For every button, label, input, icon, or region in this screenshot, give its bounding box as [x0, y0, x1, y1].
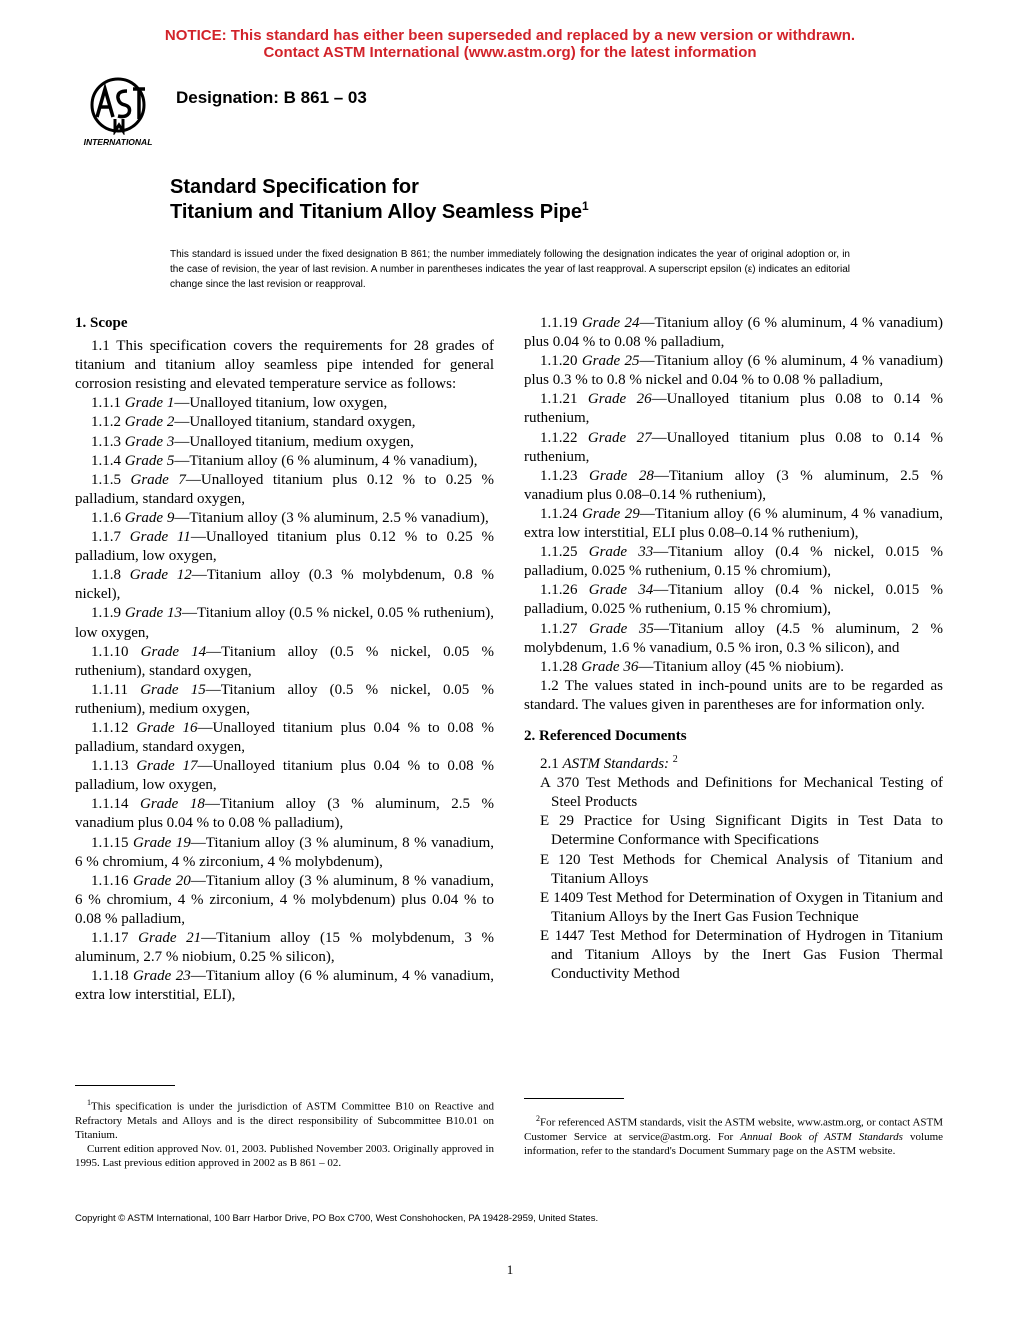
scope-1-1: 1.1 This specification covers the requirements for 28 grades of titanium and titanium alloy seamless pipe intended for general corrosion resisting and elevated temperature service as follows: — [75, 338, 494, 393]
grade-item: 1.1.26 Grade 34—Titanium alloy (0.4 % nickel, 0.015 % palladium, 0.025 % ruthenium, 0.15 % chromium), — [524, 582, 944, 618]
refdocs-heading: 2. Referenced Documents — [524, 727, 687, 744]
page-title — [170, 175, 589, 227]
notice-line-2: Contact ASTM International (www.astm.org) for the latest information — [263, 44, 757, 61]
grade-item: 1.1.17 Grade 21—Titanium alloy (15 % molybdenum, 3 % aluminum, 2.7 % niobium, 0.25 % silicon), — [75, 930, 495, 966]
intro-paragraph: This standard is issued under the fixed designation B 861; the number immediately following the designation indicates the year of original adoption or, in the case of revision, the year of last revision. A number in parentheses indicates the year of last reapproval. A superscript epsilon (ε) indicates an editorial change since the last revision or reapproval. — [170, 249, 850, 290]
title-line-2: Titanium and Titanium Alloy Seamless Pipe$^1$ — [170, 199, 589, 223]
grade-item: 1.1.10 Grade 14—Titanium alloy (0.5 % nickel, 0.05 % ruthenium), standard oxygen, — [75, 643, 495, 679]
grade-item: 1.1.25 Grade 33—Titanium alloy (0.4 % nickel, 0.015 % palladium, 0.025 % ruthenium, 0.15 % chromium), — [524, 544, 944, 580]
refdoc-item: E 29 Practice for Using Significant Digits in Test Data to Determine Conformance with Specifications — [540, 813, 943, 849]
scope-heading: 1. Scope — [75, 315, 128, 331]
grade-item: 1.1.16 Grade 20—Titanium alloy (3 % aluminum, 8 % vanadium, 6 % chromium, 4 % zirconium, 4 % molybdenum) plus 0.04 % to 0.08 % palladium, — [75, 872, 495, 927]
refdoc-item: A 370 Test Methods and Definitions for Mechanical Testing of Steel Products — [540, 775, 943, 811]
grade-item: 1.1.21 Grade 26—Unalloyed titanium plus 0.08 to 0.14 % ruthenium, — [524, 391, 944, 427]
grade-item: 1.1.4 Grade 5—Titanium alloy (6 % aluminum, 4 % vanadium), — [91, 452, 478, 469]
grades-left-list — [75, 394, 494, 1005]
logo-text: INTERNATIONAL — [83, 137, 153, 147]
refdoc-item: E 1409 Test Method for Determination of Oxygen in Titanium and Titanium Alloys by the Inert Gas Fusion Technique — [540, 889, 943, 925]
grade-item: 1.1.9 Grade 13—Titanium alloy (0.5 % nickel, 0.05 % ruthenium), low oxygen, — [75, 605, 494, 641]
grade-item: 1.1.15 Grade 19—Titanium alloy (3 % aluminum, 8 % vanadium, 6 % chromium, 4 % zirconium, 4 % molybdenum), — [75, 834, 495, 870]
refdoc-item: E 120 Test Methods for Chemical Analysis of Titanium and Titanium Alloys — [540, 851, 943, 887]
grade-item: 1.1.12 Grade 16—Unalloyed titanium plus 0.04 % to 0.08 % palladium, standard oxygen, — [75, 719, 495, 756]
footnote-rule-left — [75, 1085, 175, 1086]
grade-item: 1.1.5 Grade 7—Unalloyed titanium plus 0.12 % to 0.25 % palladium, standard oxygen, — [75, 471, 495, 507]
notice-line-1: NOTICE: This standard has either been superseded and replaced by a new version or withdrawn. — [164, 27, 856, 44]
grade-item: 1.1.2 Grade 2—Unalloyed titanium, standard oxygen, — [91, 414, 416, 431]
astm-logo — [75, 75, 161, 150]
left-column — [75, 314, 494, 1005]
footnote-rule-right — [524, 1098, 624, 1099]
copyright: Copyright © ASTM International, 100 Barr Harbor Drive, PO Box C700, West Conshohocken, PA 19428-2959, United States. — [75, 1213, 599, 1224]
grade-item: 1.1.28 Grade 36—Titanium alloy (45 % niobium). — [540, 658, 845, 675]
withdrawal-notice — [0, 27, 1020, 61]
right-column — [524, 314, 943, 984]
grade-item: 1.1.11 Grade 15—Titanium alloy (0.5 % nickel, 0.05 % ruthenium), medium oxygen, — [75, 681, 494, 717]
refdocs-list — [524, 774, 943, 984]
refdocs-2-1: 2.1 ASTM Standards: $^2$ — [540, 754, 678, 773]
refdoc-item: E 1447 Test Method for Determination of Hydrogen in Titanium and Titanium Alloys by the Inert Gas Fusion Thermal Conductivity Method — [540, 927, 943, 983]
grade-item: 1.1.7 Grade 11—Unalloyed titanium plus 0.12 % to 0.25 % palladium, low oxygen, — [75, 529, 495, 565]
grade-item: 1.1.8 Grade 12—Titanium alloy (0.3 % molybdenum, 0.8 % nickel), — [75, 567, 495, 603]
grade-item: 1.1.6 Grade 9—Titanium alloy (3 % aluminum, 2.5 % vanadium), — [91, 509, 489, 526]
grade-item: 1.1.19 Grade 24—Titanium alloy (6 % aluminum, 4 % vanadium) plus 0.04 % to 0.08 % palladium, — [524, 315, 944, 351]
grade-item: 1.1.1 Grade 1—Unalloyed titanium, low oxygen, — [91, 395, 388, 412]
grade-item: 1.1.14 Grade 18—Titanium alloy (3 % aluminum, 2.5 % vanadium plus 0.04 % to 0.08 % palladium), — [75, 796, 495, 832]
grades-right-list — [524, 314, 943, 677]
grade-item: 1.1.13 Grade 17—Unalloyed titanium plus 0.04 % to 0.08 % palladium, low oxygen, — [75, 758, 495, 794]
designation: Designation: B 861 – 03 — [176, 88, 367, 107]
footnote-1: $^1$This specification is under the jurisdiction of ASTM Committee B10 on Reactive and Refractory Metals and Alloys and is the direct responsibility of Subcommittee B10.01 on Titanium. Current edition approved Nov. 01, 2003. Published November 2003. Originally approved in 1995. Last previous edition approved in 2002 as B 861 – 02. — [75, 1098, 494, 1169]
grade-item: 1.1.20 Grade 25—Titanium alloy (6 % aluminum, 4 % vanadium) plus 0.3 % to 0.8 % nickel and 0.04 % to 0.08 % palladium, — [524, 353, 944, 389]
astm-international-logo-icon — [75, 75, 161, 150]
footnote-2: $^2$For referenced ASTM standards, visit the ASTM website, www.astm.org, or contact ASTM Customer Service at service@astm.org. For Annual Book of ASTM Standards volume information, refer to the standard's Document Summary page on the ASTM website. — [524, 1114, 944, 1157]
grade-item: 1.1.18 Grade 23—Titanium alloy (6 % aluminum, 4 % vanadium, extra low interstitial, ELI), — [75, 968, 495, 1004]
grade-item: 1.1.23 Grade 28—Titanium alloy (3 % aluminum, 2.5 % vanadium plus 0.08–0.14 % ruthenium), — [524, 467, 944, 503]
scope-1-2: 1.2 The values stated in inch-pound units are to be regarded as standard. The values given in parentheses are for information only. — [524, 677, 943, 713]
grade-item: 1.1.27 Grade 35—Titanium alloy (4.5 % aluminum, 2 % molybdenum, 1.6 % vanadium, 0.5 % iron, 0.3 % silicon), and — [524, 620, 944, 656]
grade-item: 1.1.24 Grade 29—Titanium alloy (6 % aluminum, 4 % vanadium, extra low interstitial, ELI plus 0.08–0.14 % ruthenium), — [524, 505, 944, 542]
title-line-1: Standard Specification for — [170, 176, 419, 198]
footnote-1-b: Current edition approved Nov. 01, 2003. Published November 2003. Originally approved in 1995. Last previous edition approved in 2002 as B 861 – 02. — [75, 1142, 494, 1169]
grade-item: 1.1.22 Grade 27—Unalloyed titanium plus 0.08 to 0.14 % ruthenium, — [524, 429, 944, 465]
title-footnote-ref: 1 — [581, 199, 589, 213]
page-number: 1 — [506, 1262, 514, 1277]
grade-item: 1.1.3 Grade 3—Unalloyed titanium, medium oxygen, — [91, 433, 414, 450]
